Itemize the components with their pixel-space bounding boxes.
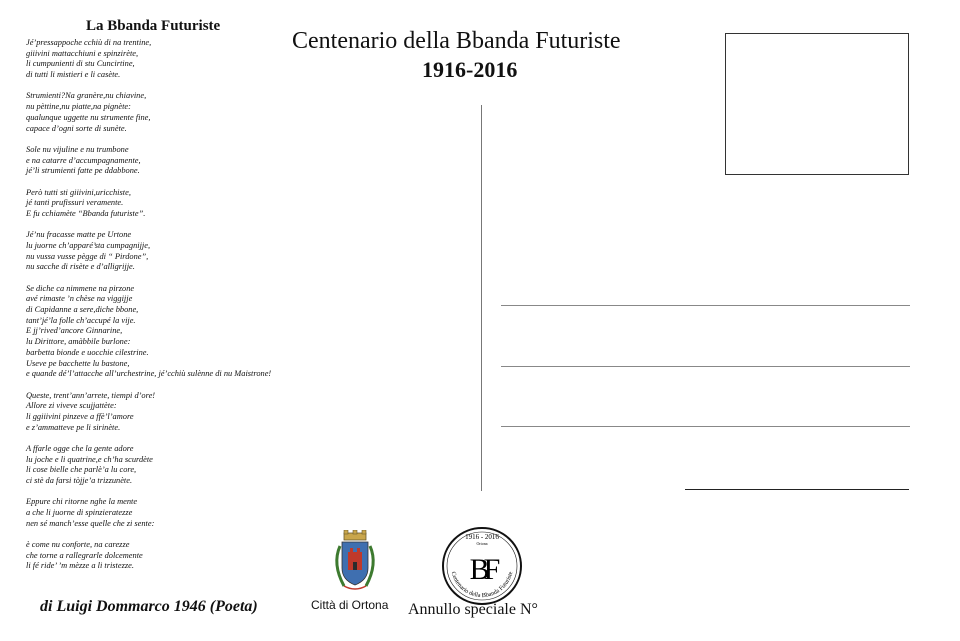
poem-line: Strumienti?Na granère,nu chiavine, bbox=[26, 91, 147, 101]
city-caption: Città di Ortona bbox=[311, 598, 389, 612]
poem-line: ci stè da farsi tòjje’a trizzunète. bbox=[26, 476, 133, 486]
postcard-years: 1916-2016 bbox=[422, 57, 518, 82]
poem-stanza bbox=[26, 540, 326, 572]
poem-line: di Capidanne a sere,diche bbone, bbox=[26, 305, 139, 315]
poem-title: La Bbanda Futuriste bbox=[86, 18, 221, 34]
address-line bbox=[501, 366, 910, 367]
poem-line: A ffarle ogge che la gente adore bbox=[26, 443, 134, 453]
poem-line: lu joche e li quatrine,e ch’ha scurdète bbox=[26, 454, 153, 464]
poem-line: capace d’ogni sorte di sunète. bbox=[26, 123, 127, 133]
poem-line: Sole nu vijuline e nu trumbone bbox=[26, 144, 129, 154]
poem-line: Allore zi viveve scujjattète: bbox=[26, 401, 117, 411]
poem-line: Se diche ca nimmene na pirzone bbox=[26, 283, 135, 293]
poem-line: Jé’pressappoche cchiù di na trentine, bbox=[26, 38, 152, 47]
poem-stanza bbox=[26, 497, 326, 529]
address-line bbox=[501, 426, 910, 427]
stamp-box bbox=[725, 33, 909, 175]
poem-stanza bbox=[26, 284, 326, 380]
poem-line: nu pèttine,nu piatte,na pignète: bbox=[26, 102, 131, 112]
poem-line: E fu cchiamète “Bbanda futuriste”. bbox=[26, 208, 146, 218]
poem-line: li cumpunienti di stu Cuncirtine, bbox=[26, 59, 135, 69]
special-cancellation-label: Annullo speciale N° bbox=[408, 601, 538, 618]
poem-stanza bbox=[26, 444, 326, 487]
poem-line: di tutti li mistieri e li casète. bbox=[26, 70, 121, 80]
poem-line: barbetta bionde e uocchie cilestrine. bbox=[26, 347, 149, 357]
poem-line: avé rimaste ’n chèse na viggijje bbox=[26, 294, 133, 304]
poem-stanza bbox=[26, 91, 326, 134]
poem-line: giiivini mattacchiuni e spinzirète, bbox=[26, 48, 139, 58]
poem-line: Queste, trent’ann’arrete, tiempi d’ore! bbox=[26, 390, 156, 400]
poem-stanza bbox=[26, 391, 326, 434]
poem-stanza bbox=[26, 38, 326, 81]
poem-stanza bbox=[26, 188, 326, 220]
poem-line: che torne a rallegrarle dolcemente bbox=[26, 550, 143, 560]
poem-line: e quande dé’l’attacche all’urchestrine, jé’cchiù sulènne di nu Maistrone! bbox=[26, 369, 272, 379]
poem-author: di Luigi Dommarco 1946 (Poeta) bbox=[40, 598, 258, 615]
poem-line: Però tutti sti giiivini,uricchiste, bbox=[26, 187, 131, 197]
seal-monogram: BF bbox=[469, 553, 495, 586]
poem-line: è come nu conforte, na carezze bbox=[26, 540, 130, 550]
ortona-crest-icon bbox=[330, 530, 380, 596]
seal-place: Ortona bbox=[476, 541, 488, 546]
postcard-title: Centenario della Bbanda Futuriste bbox=[292, 28, 621, 54]
poem-stanza bbox=[26, 145, 326, 177]
poem-line: lu juorne ch’apparé’sta cumpagnijje, bbox=[26, 240, 151, 250]
poem-line: e z’ammatteve pe li sirinète. bbox=[26, 422, 121, 432]
address-line-short bbox=[685, 489, 909, 490]
poem-line: li cose bielle che parlè’a lu core, bbox=[26, 465, 137, 475]
poem-line: a che li juorne di spinzieratezze bbox=[26, 508, 133, 518]
poem-line: tant’jé’la folle ch’accupé la vije. bbox=[26, 315, 136, 325]
poem-line: E jj’rived’ancore Ginnarine, bbox=[26, 326, 123, 336]
center-divider bbox=[481, 105, 482, 491]
poem-line: Eppure chi ritorne nghe la mente bbox=[26, 497, 138, 507]
anniversary-seal bbox=[441, 526, 523, 606]
poem-line: jé’li strumienti fatte pe ddabbone. bbox=[26, 166, 140, 176]
poem-stanza bbox=[26, 230, 326, 273]
seal-ring-text: Centenario della Bbanda Futuriste bbox=[449, 570, 515, 600]
seal-years: 1916 - 2016 bbox=[465, 533, 499, 541]
poem-line: Useve pe bacchette lu bastone, bbox=[26, 358, 130, 368]
poem-line: nu vussa vusse pègge di “ Pirdone”, bbox=[26, 251, 149, 261]
poem-line: li fé ride’ ’m mèzze a li tristezze. bbox=[26, 561, 134, 571]
poem-body bbox=[26, 38, 326, 583]
poem-line: li ggiiivini pinzeve a ffè’l’amore bbox=[26, 411, 134, 421]
poem-line: nen sé manch’esse quelle che zi sente: bbox=[26, 518, 155, 528]
poem-line: lu Dirittore, amàbbile burlone: bbox=[26, 337, 131, 347]
poem-line: e na catarre d’accumpagnamente, bbox=[26, 155, 141, 165]
poem-line: jé tanti prufissuri veramente. bbox=[26, 198, 124, 208]
poem-line: Jé’nu fracasse matte pe Urtone bbox=[26, 230, 132, 240]
address-line bbox=[501, 305, 910, 306]
poem-line: qualunque uggette nu strumente fine, bbox=[26, 112, 151, 122]
poem-line: nu sacche di risète e d’alligrijje. bbox=[26, 262, 135, 272]
